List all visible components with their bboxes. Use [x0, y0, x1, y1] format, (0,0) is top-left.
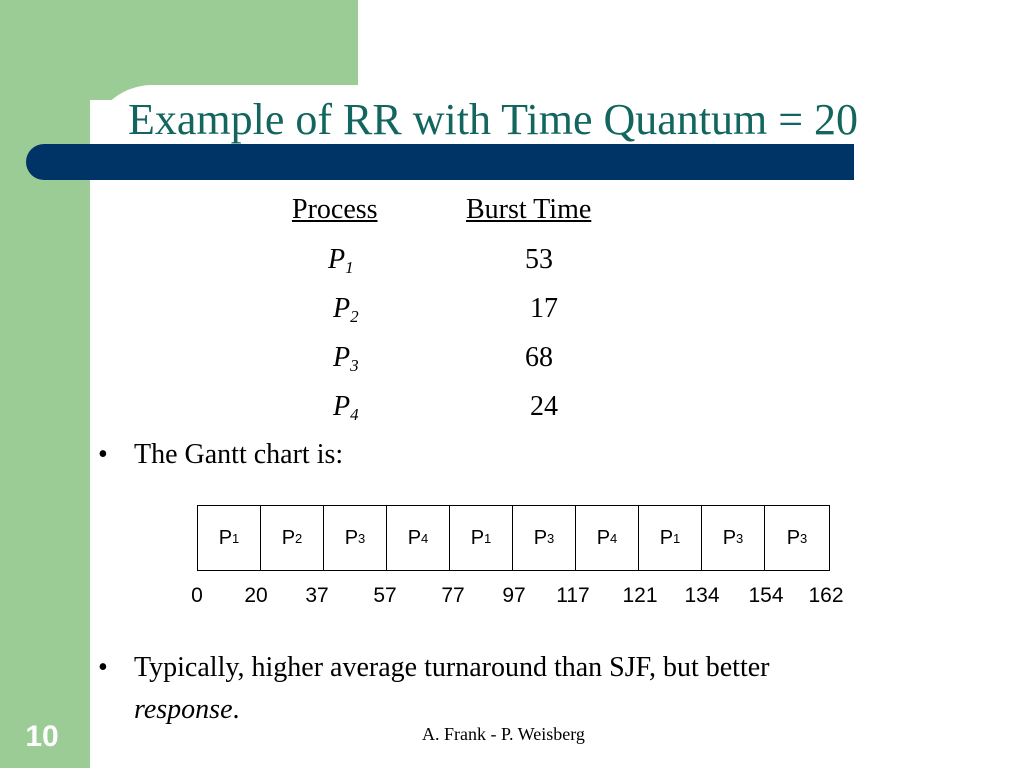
table-row-process: $P_3$ — [333, 342, 359, 375]
bullet-dot: • — [98, 439, 108, 470]
gantt-cell: P 3 — [513, 506, 576, 570]
emphasis-response: response — [134, 694, 233, 725]
bullet-text: The Gantt chart is: — [134, 439, 344, 470]
gantt-cell: P 3 — [702, 506, 765, 570]
gantt-tick: 117 — [556, 584, 590, 607]
table-row-burst: 17 — [530, 293, 558, 324]
gantt-tick: 97 — [502, 584, 526, 607]
bullet-text-line2: response. — [134, 694, 240, 725]
table-header-process: Process — [292, 194, 378, 225]
gantt-tick: 121 — [622, 584, 658, 607]
gantt-cell: P 4 — [387, 506, 450, 570]
gantt-tick: 37 — [305, 584, 329, 607]
gantt-tick: 134 — [684, 584, 720, 607]
table-row-burst: 68 — [525, 342, 553, 373]
bullet-gantt-intro — [98, 434, 698, 476]
table-row-burst: 53 — [525, 244, 553, 275]
bullet-dot: • — [98, 652, 108, 683]
gantt-cell: P 3 — [324, 506, 387, 570]
footer-authors: A. Frank - P. Weisberg — [422, 724, 585, 744]
title-underline-bar — [26, 144, 854, 180]
gantt-cell: P 1 — [639, 506, 702, 570]
gantt-tick: 77 — [441, 584, 465, 607]
gantt-tick: 20 — [244, 584, 268, 607]
gantt-chart — [197, 505, 830, 571]
gantt-cell: P 1 — [198, 506, 261, 570]
bullet-text-line1: Typically, higher average turnaround than SJF, but better — [134, 652, 770, 683]
gantt-tick: 57 — [373, 584, 397, 607]
gantt-cell: P 4 — [576, 506, 639, 570]
bullet-summary — [98, 647, 998, 731]
gantt-tick: 162 — [808, 584, 844, 607]
slide-title: Example of RR with Time Quantum = 20 — [128, 95, 859, 144]
slide-number: 10 — [25, 720, 59, 753]
table-header-burst-time: Burst Time — [466, 194, 592, 225]
table-row-process: $P_4$ — [333, 391, 359, 424]
gantt-cell: P 1 — [450, 506, 513, 570]
gantt-tick: 0 — [191, 584, 203, 607]
table-row-process: $P_2$ — [333, 293, 359, 326]
table-row-burst: 24 — [530, 391, 558, 422]
gantt-tick: 154 — [748, 584, 784, 607]
left-green-strip — [0, 0, 90, 768]
gantt-cell: P 2 — [261, 506, 324, 570]
table-row-process: $P_1$ — [328, 244, 354, 277]
gantt-cell: P 3 — [786, 526, 808, 549]
